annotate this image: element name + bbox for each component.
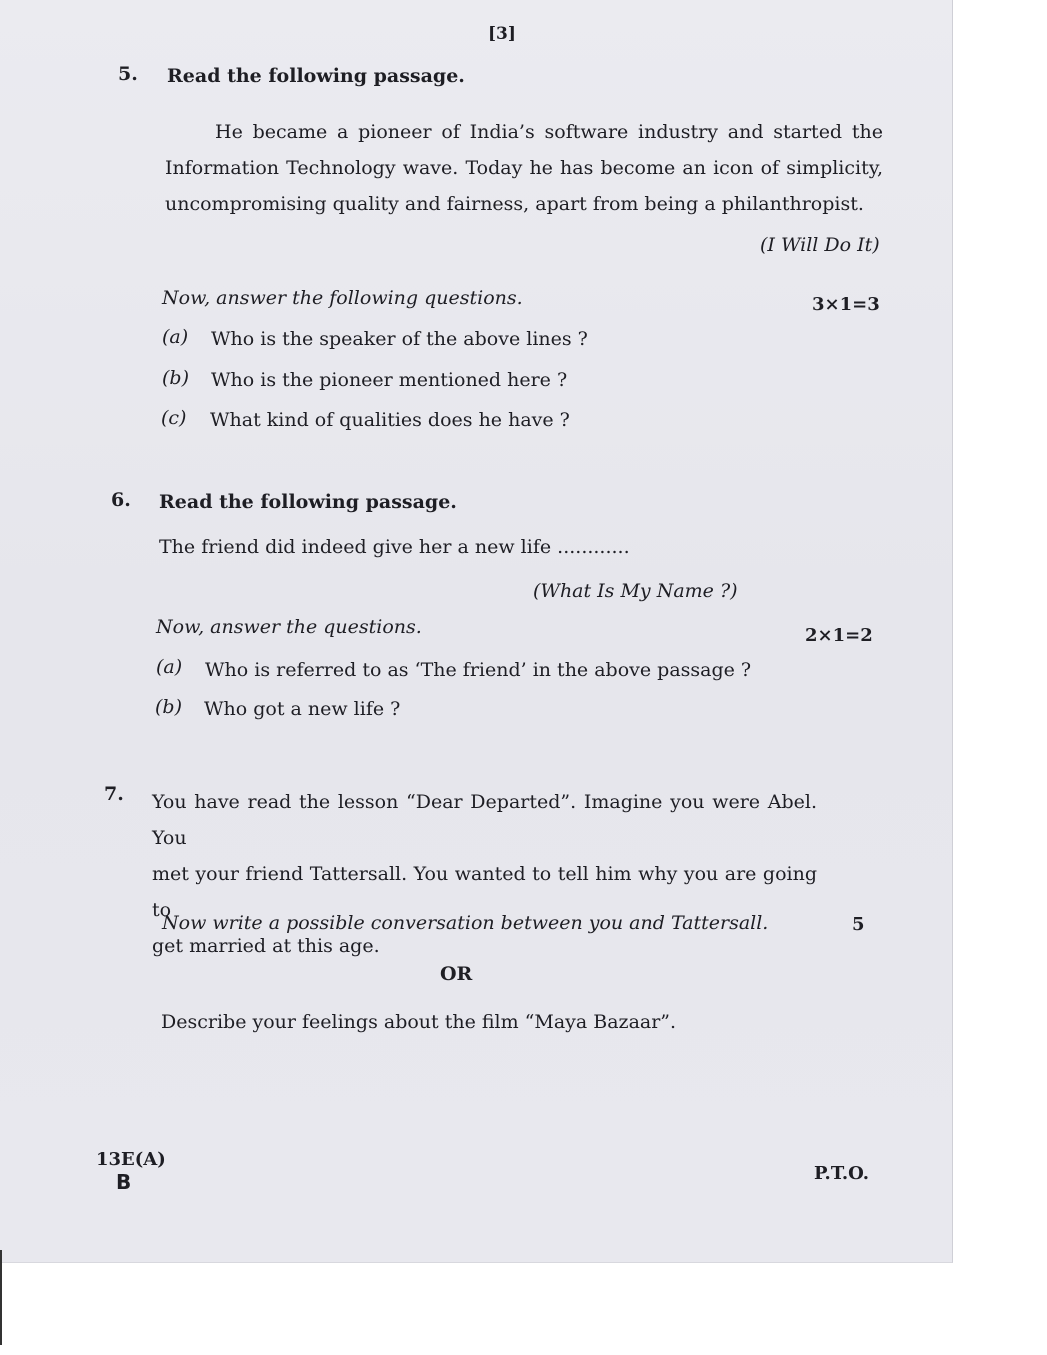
question-6a-text: Who is referred to as ‘The friend’ in the above passage ?	[205, 659, 752, 681]
question-6b-text: Who got a new life ?	[204, 698, 401, 720]
question-5-instruction: Now, answer the following questions.	[162, 287, 523, 309]
question-5-marks: 3×1=3	[812, 294, 880, 315]
question-6-passage: The friend did indeed give her a new life ............	[159, 536, 630, 558]
question-6b-label: (b)	[155, 696, 182, 718]
question-7-line: get married at this age.	[152, 935, 380, 957]
question-5-number: 5.	[118, 63, 138, 85]
question-5-heading: Read the following passage.	[167, 65, 465, 87]
passage-line: uncompromising quality and fairness, apart from being a philanthropist.	[165, 193, 864, 215]
question-5-source: (I Will Do It)	[760, 234, 880, 256]
question-6-source: (What Is My Name ?)	[533, 580, 738, 602]
question-6-number: 6.	[111, 489, 131, 511]
question-7-line: You have read the lesson “Dear Departed”. Imagine you were Abel. You	[152, 791, 817, 849]
or-separator: OR	[440, 963, 473, 985]
passage-line: He became a pioneer of India’s software industry and started the	[215, 121, 883, 143]
question-5a-label: (a)	[162, 326, 189, 348]
question-7-marks: 5	[852, 914, 865, 935]
pto-label: P.T.O.	[814, 1163, 870, 1184]
question-7-text	[152, 784, 817, 964]
question-6-marks: 2×1=2	[805, 625, 873, 646]
question-5b-label: (b)	[162, 367, 189, 389]
question-6-heading: Read the following passage.	[159, 491, 457, 513]
paper-code: 13E(A)	[96, 1149, 166, 1170]
question-7-number: 7.	[104, 783, 124, 805]
question-5c-label: (c)	[161, 407, 187, 429]
question-5c-text: What kind of qualities does he have ?	[210, 409, 570, 431]
question-7-instruction: Now write a possible conversation between you and Tattersall.	[162, 912, 769, 934]
page-number: [3]	[488, 24, 516, 44]
question-6-instruction: Now, answer the questions.	[156, 616, 422, 638]
page-edge-line	[0, 1250, 2, 1345]
set-label: B	[116, 1170, 132, 1194]
question-5b-text: Who is the pioneer mentioned here ?	[211, 369, 568, 391]
question-7-line: met your friend Tattersall. You wanted to tell him why you are going to	[152, 863, 817, 921]
question-7-alternative: Describe your feelings about the film “Maya Bazaar”.	[161, 1011, 677, 1033]
question-5-passage	[165, 114, 883, 222]
passage-line: Information Technology wave. Today he has become an icon of simplicity,	[165, 157, 883, 179]
question-6a-label: (a)	[156, 656, 183, 678]
question-5a-text: Who is the speaker of the above lines ?	[211, 328, 588, 350]
